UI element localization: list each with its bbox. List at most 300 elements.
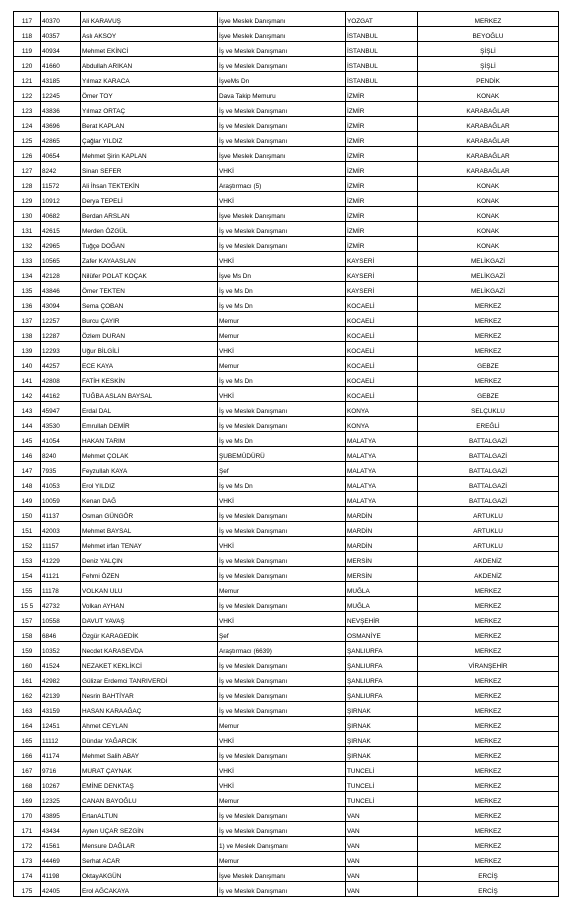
registry-number-cell: 8240 xyxy=(41,447,81,462)
table-row xyxy=(14,387,559,402)
row-number-cell: 159 xyxy=(14,642,41,657)
job-title-cell: VHKİ xyxy=(218,162,346,177)
full-name-cell: Osman GÜNGÖR xyxy=(81,507,218,522)
registry-number-cell: 12293 xyxy=(41,342,81,357)
full-name-cell: Derya TEPELİ xyxy=(81,192,218,207)
district-cell: MERKEZ xyxy=(418,822,559,837)
registry-number-cell: 11112 xyxy=(41,732,81,747)
table-row xyxy=(14,237,559,252)
row-number-cell: 174 xyxy=(14,867,41,882)
district-cell: KONAK xyxy=(418,237,559,252)
registry-number-cell: 10267 xyxy=(41,777,81,792)
row-number-cell: 161 xyxy=(14,672,41,687)
job-title-cell: Memur xyxy=(218,327,346,342)
row-number-cell: 169 xyxy=(14,792,41,807)
full-name-cell: ECE KAYA xyxy=(81,357,218,372)
table-row xyxy=(14,732,559,747)
full-name-cell: Mehmet BAYSAL xyxy=(81,522,218,537)
table-row xyxy=(14,357,559,372)
province-cell: İSTANBUL xyxy=(346,72,418,87)
province-cell: İZMİR xyxy=(346,207,418,222)
job-title-cell: İş ve Meslek Danışmanı xyxy=(218,552,346,567)
district-cell: MERKEZ xyxy=(418,852,559,867)
row-number-cell: 128 xyxy=(14,177,41,192)
full-name-cell: Ömer TEKTEN xyxy=(81,282,218,297)
job-title-cell: İşve Meslek Danışmanı xyxy=(218,147,346,162)
table-row xyxy=(14,537,559,552)
district-cell: MERKEZ xyxy=(418,807,559,822)
registry-number-cell: 43836 xyxy=(41,102,81,117)
table-row xyxy=(14,492,559,507)
table-row xyxy=(14,642,559,657)
table-row xyxy=(14,117,559,132)
district-cell: ARTUKLU xyxy=(418,507,559,522)
full-name-cell: Nilüfer POLAT KOÇAK xyxy=(81,267,218,282)
job-title-cell: Şef xyxy=(218,462,346,477)
district-cell: KONAK xyxy=(418,207,559,222)
province-cell: KAYSERİ xyxy=(346,282,418,297)
district-cell: BATTALGAZİ xyxy=(418,462,559,477)
job-title-cell: İş ve Meslek Danışmanı xyxy=(218,747,346,762)
job-title-cell: VHKİ xyxy=(218,192,346,207)
table-row xyxy=(14,177,559,192)
full-name-cell: VOLKAN ULU xyxy=(81,582,218,597)
full-name-cell: Fehmi ÖZEN xyxy=(81,567,218,582)
personnel-table-body xyxy=(14,12,559,897)
province-cell: KOCAELİ xyxy=(346,297,418,312)
district-cell: MERKEZ xyxy=(418,792,559,807)
district-cell: MELİKGAZİ xyxy=(418,252,559,267)
job-title-cell: İş ve Meslek Danışmanı xyxy=(218,597,346,612)
full-name-cell: Tuğçe DOĞAN xyxy=(81,237,218,252)
registry-number-cell: 12287 xyxy=(41,327,81,342)
district-cell: AKDENİZ xyxy=(418,552,559,567)
table-row xyxy=(14,672,559,687)
table-row xyxy=(14,297,559,312)
full-name-cell: Mehmet Şirin KAPLAN xyxy=(81,147,218,162)
registry-number-cell: 42865 xyxy=(41,132,81,147)
province-cell: MARDİN xyxy=(346,522,418,537)
registry-number-cell: 43185 xyxy=(41,72,81,87)
registry-number-cell: 45947 xyxy=(41,402,81,417)
district-cell: MERKEZ xyxy=(418,297,559,312)
full-name-cell: Ali İhsan TEKTEKİN xyxy=(81,177,218,192)
full-name-cell: Serhat ACAR xyxy=(81,852,218,867)
row-number-cell: 154 xyxy=(14,567,41,582)
table-row xyxy=(14,162,559,177)
registry-number-cell: 42732 xyxy=(41,597,81,612)
job-title-cell: Araştırmacı (6639) xyxy=(218,642,346,657)
job-title-cell: İş ve Meslek Danışmanı xyxy=(218,672,346,687)
province-cell: ŞANLIURFA xyxy=(346,657,418,672)
row-number-cell: 171 xyxy=(14,822,41,837)
full-name-cell: EMİNE DENKTAŞ xyxy=(81,777,218,792)
province-cell: İZMİR xyxy=(346,192,418,207)
full-name-cell: Yılmaz KARACA xyxy=(81,72,218,87)
table-row xyxy=(14,372,559,387)
full-name-cell: Dündar YAĞARCIK xyxy=(81,732,218,747)
province-cell: TUNCELİ xyxy=(346,762,418,777)
job-title-cell: Memur xyxy=(218,852,346,867)
table-row xyxy=(14,312,559,327)
registry-number-cell: 41121 xyxy=(41,567,81,582)
row-number-cell: 118 xyxy=(14,27,41,42)
registry-number-cell: 42128 xyxy=(41,267,81,282)
table-row xyxy=(14,342,559,357)
registry-number-cell: 10565 xyxy=(41,252,81,267)
table-row xyxy=(14,417,559,432)
full-name-cell: Berat KAPLAN xyxy=(81,117,218,132)
registry-number-cell: 9716 xyxy=(41,762,81,777)
province-cell: MARDİN xyxy=(346,537,418,552)
job-title-cell: ŞUBEMÜDÜRÜ xyxy=(218,447,346,462)
row-number-cell: 146 xyxy=(14,447,41,462)
province-cell: MUĞLA xyxy=(346,582,418,597)
full-name-cell: Ahmet CEYLAN xyxy=(81,717,218,732)
registry-number-cell: 42965 xyxy=(41,237,81,252)
district-cell: MERKEZ xyxy=(418,702,559,717)
registry-number-cell: 40934 xyxy=(41,42,81,57)
province-cell: ŞANLIURFA xyxy=(346,642,418,657)
full-name-cell: Burcu ÇAYIR xyxy=(81,312,218,327)
job-title-cell: Memur xyxy=(218,357,346,372)
full-name-cell: Sinan SEFER xyxy=(81,162,218,177)
job-title-cell: İş ve Meslek Danışmanı xyxy=(218,57,346,72)
registry-number-cell: 40654 xyxy=(41,147,81,162)
job-title-cell: İşve Meslek Danışmanı xyxy=(218,867,346,882)
row-number-cell: 134 xyxy=(14,267,41,282)
registry-number-cell: 43159 xyxy=(41,702,81,717)
full-name-cell: ErtanALTUN xyxy=(81,807,218,822)
row-number-cell: 124 xyxy=(14,117,41,132)
full-name-cell: Zafer KAYAASLAN xyxy=(81,252,218,267)
registry-number-cell: 41524 xyxy=(41,657,81,672)
district-cell: MERKEZ xyxy=(418,747,559,762)
registry-number-cell: 41229 xyxy=(41,552,81,567)
district-cell: MERKEZ xyxy=(418,342,559,357)
table-row xyxy=(14,717,559,732)
district-cell: MERKEZ xyxy=(418,582,559,597)
table-row xyxy=(14,687,559,702)
row-number-cell: 173 xyxy=(14,852,41,867)
table-row xyxy=(14,657,559,672)
full-name-cell: Aslı AKSOY xyxy=(81,27,218,42)
personnel-table xyxy=(13,11,559,897)
job-title-cell: VHKİ xyxy=(218,762,346,777)
registry-number-cell: 8242 xyxy=(41,162,81,177)
registry-number-cell: 41660 xyxy=(41,57,81,72)
job-title-cell: İş ve Meslek Danışmanı xyxy=(218,507,346,522)
full-name-cell: Feyzullah KAYA xyxy=(81,462,218,477)
full-name-cell: Deniz YALÇIN xyxy=(81,552,218,567)
full-name-cell: Mehmet Salih ABAY xyxy=(81,747,218,762)
district-cell: MERKEZ xyxy=(418,597,559,612)
registry-number-cell: 10912 xyxy=(41,192,81,207)
table-row xyxy=(14,597,559,612)
district-cell: ERCİŞ xyxy=(418,867,559,882)
province-cell: MALATYA xyxy=(346,432,418,447)
job-title-cell: İş ve Meslek Danışmanı xyxy=(218,882,346,897)
registry-number-cell: 43094 xyxy=(41,297,81,312)
full-name-cell: Mensure DAĞLAR xyxy=(81,837,218,852)
table-row xyxy=(14,192,559,207)
registry-number-cell: 43846 xyxy=(41,282,81,297)
district-cell: BATTALGAZİ xyxy=(418,447,559,462)
registry-number-cell: 6846 xyxy=(41,627,81,642)
table-row xyxy=(14,57,559,72)
table-row xyxy=(14,477,559,492)
row-number-cell: 160 xyxy=(14,657,41,672)
registry-number-cell: 44469 xyxy=(41,852,81,867)
province-cell: MALATYA xyxy=(346,492,418,507)
job-title-cell: İşve Meslek Danışmanı xyxy=(218,207,346,222)
province-cell: NEVŞEHİR xyxy=(346,612,418,627)
district-cell: MERKEZ xyxy=(418,732,559,747)
full-name-cell: Uğur BİLGİLİ xyxy=(81,342,218,357)
row-number-cell: 147 xyxy=(14,462,41,477)
row-number-cell: 170 xyxy=(14,807,41,822)
province-cell: ŞIRNAK xyxy=(346,747,418,762)
province-cell: KOCAELİ xyxy=(346,342,418,357)
full-name-cell: Mehmet EKİNCİ xyxy=(81,42,218,57)
province-cell: ŞIRNAK xyxy=(346,717,418,732)
job-title-cell: VHKİ xyxy=(218,732,346,747)
province-cell: KOCAELİ xyxy=(346,387,418,402)
row-number-cell: 139 xyxy=(14,342,41,357)
district-cell: ŞİŞLİ xyxy=(418,57,559,72)
table-row xyxy=(14,207,559,222)
province-cell: İZMİR xyxy=(346,87,418,102)
district-cell: KONAK xyxy=(418,177,559,192)
province-cell: MERSİN xyxy=(346,567,418,582)
registry-number-cell: 41174 xyxy=(41,747,81,762)
table-row xyxy=(14,507,559,522)
full-name-cell: Erdal DAL xyxy=(81,402,218,417)
province-cell: ŞIRNAK xyxy=(346,732,418,747)
row-number-cell: 172 xyxy=(14,837,41,852)
registry-number-cell: 10558 xyxy=(41,612,81,627)
table-row xyxy=(14,402,559,417)
row-number-cell: 15 5 xyxy=(14,597,41,612)
full-name-cell: CANAN BAYOĞLU xyxy=(81,792,218,807)
job-title-cell: İş ve Ms Dn xyxy=(218,372,346,387)
job-title-cell: İşve Ms Dn xyxy=(218,267,346,282)
full-name-cell: Erol YILDIZ xyxy=(81,477,218,492)
registry-number-cell: 10059 xyxy=(41,492,81,507)
province-cell: ŞIRNAK xyxy=(346,702,418,717)
registry-number-cell: 43895 xyxy=(41,807,81,822)
row-number-cell: 168 xyxy=(14,777,41,792)
full-name-cell: Erol AĞCAKAYA xyxy=(81,882,218,897)
province-cell: KOCAELİ xyxy=(346,357,418,372)
table-row xyxy=(14,777,559,792)
job-title-cell: İş ve Ms Dn xyxy=(218,297,346,312)
table-row xyxy=(14,852,559,867)
table-row xyxy=(14,747,559,762)
job-title-cell: İş ve Meslek Danışmanı xyxy=(218,102,346,117)
table-row xyxy=(14,612,559,627)
registry-number-cell: 40370 xyxy=(41,12,81,27)
district-cell: KARABAĞLAR xyxy=(418,102,559,117)
province-cell: YOZGAT xyxy=(346,12,418,27)
row-number-cell: 131 xyxy=(14,222,41,237)
table-row xyxy=(14,522,559,537)
table-row xyxy=(14,87,559,102)
district-cell: BATTALGAZİ xyxy=(418,492,559,507)
table-row xyxy=(14,462,559,477)
row-number-cell: 152 xyxy=(14,537,41,552)
province-cell: VAN xyxy=(346,852,418,867)
registry-number-cell: 44257 xyxy=(41,357,81,372)
table-row xyxy=(14,867,559,882)
row-number-cell: 142 xyxy=(14,387,41,402)
registry-number-cell: 10352 xyxy=(41,642,81,657)
full-name-cell: Emrullah DEMİR xyxy=(81,417,218,432)
row-number-cell: 149 xyxy=(14,492,41,507)
row-number-cell: 122 xyxy=(14,87,41,102)
district-cell: MERKEZ xyxy=(418,642,559,657)
job-title-cell: İş ve Meslek Danışmanı xyxy=(218,567,346,582)
district-cell: MERKEZ xyxy=(418,777,559,792)
district-cell: MERKEZ xyxy=(418,672,559,687)
district-cell: AKDENİZ xyxy=(418,567,559,582)
table-row xyxy=(14,882,559,897)
table-row xyxy=(14,27,559,42)
district-cell: MERKEZ xyxy=(418,312,559,327)
table-row xyxy=(14,447,559,462)
row-number-cell: 144 xyxy=(14,417,41,432)
row-number-cell: 140 xyxy=(14,357,41,372)
row-number-cell: 138 xyxy=(14,327,41,342)
province-cell: KAYSERİ xyxy=(346,267,418,282)
table-row xyxy=(14,792,559,807)
province-cell: MUĞLA xyxy=(346,597,418,612)
province-cell: VAN xyxy=(346,867,418,882)
district-cell: BATTALGAZİ xyxy=(418,432,559,447)
table-row xyxy=(14,267,559,282)
registry-number-cell: 41053 xyxy=(41,477,81,492)
table-row xyxy=(14,252,559,267)
full-name-cell: Necdet KARASEVDA xyxy=(81,642,218,657)
province-cell: İZMİR xyxy=(346,102,418,117)
province-cell: KAYSERİ xyxy=(346,252,418,267)
province-cell: İZMİR xyxy=(346,222,418,237)
province-cell: İSTANBUL xyxy=(346,57,418,72)
province-cell: MERSİN xyxy=(346,552,418,567)
province-cell: TUNCELİ xyxy=(346,792,418,807)
province-cell: MALATYA xyxy=(346,447,418,462)
job-title-cell: VHKİ xyxy=(218,342,346,357)
district-cell: GEBZE xyxy=(418,357,559,372)
district-cell: MELİKGAZİ xyxy=(418,282,559,297)
registry-number-cell: 42139 xyxy=(41,687,81,702)
full-name-cell: Mehmet irfan TENAY xyxy=(81,537,218,552)
full-name-cell: Ayten UÇAR SEZGİN xyxy=(81,822,218,837)
district-cell: BEYOĞLU xyxy=(418,27,559,42)
registry-number-cell: 43434 xyxy=(41,822,81,837)
job-title-cell: İşveMs Dn xyxy=(218,72,346,87)
full-name-cell: Sema ÇOBAN xyxy=(81,297,218,312)
table-row xyxy=(14,147,559,162)
province-cell: İZMİR xyxy=(346,132,418,147)
job-title-cell: Dava Takip Memuru xyxy=(218,87,346,102)
job-title-cell: VHKİ xyxy=(218,612,346,627)
district-cell: ARTUKLU xyxy=(418,522,559,537)
row-number-cell: 125 xyxy=(14,132,41,147)
job-title-cell: İş ve Ms Dn xyxy=(218,432,346,447)
row-number-cell: 130 xyxy=(14,207,41,222)
full-name-cell: FATİH KESKİN xyxy=(81,372,218,387)
province-cell: MALATYA xyxy=(346,477,418,492)
district-cell: MERKEZ xyxy=(418,762,559,777)
district-cell: BATTALGAZİ xyxy=(418,477,559,492)
row-number-cell: 121 xyxy=(14,72,41,87)
row-number-cell: 119 xyxy=(14,42,41,57)
registry-number-cell: 11157 xyxy=(41,537,81,552)
district-cell: KARABAĞLAR xyxy=(418,147,559,162)
district-cell: KONAK xyxy=(418,222,559,237)
province-cell: İSTANBUL xyxy=(346,42,418,57)
row-number-cell: 155 xyxy=(14,582,41,597)
registry-number-cell: 41137 xyxy=(41,507,81,522)
table-row xyxy=(14,702,559,717)
province-cell: TUNCELİ xyxy=(346,777,418,792)
registry-number-cell: 12451 xyxy=(41,717,81,732)
registry-number-cell: 42405 xyxy=(41,882,81,897)
job-title-cell: VHKİ xyxy=(218,387,346,402)
full-name-cell: OktayAKGÜN xyxy=(81,867,218,882)
row-number-cell: 150 xyxy=(14,507,41,522)
full-name-cell: Volkan AYHAN xyxy=(81,597,218,612)
job-title-cell: İşve Meslek Danışmanı xyxy=(218,12,346,27)
row-number-cell: 133 xyxy=(14,252,41,267)
job-title-cell: İş ve Meslek Danışmanı xyxy=(218,402,346,417)
province-cell: VAN xyxy=(346,807,418,822)
province-cell: VAN xyxy=(346,837,418,852)
province-cell: İZMİR xyxy=(346,147,418,162)
job-title-cell: İş ve Meslek Danışmanı xyxy=(218,222,346,237)
province-cell: İSTANBUL xyxy=(346,27,418,42)
row-number-cell: 127 xyxy=(14,162,41,177)
full-name-cell: Ömer TOY xyxy=(81,87,218,102)
full-name-cell: MURAT ÇAYNAK xyxy=(81,762,218,777)
job-title-cell: İş ve Meslek Danışmanı xyxy=(218,417,346,432)
job-title-cell: İş ve Meslek Danışmanı xyxy=(218,132,346,147)
registry-number-cell: 12245 xyxy=(41,87,81,102)
district-cell: MERKEZ xyxy=(418,612,559,627)
table-row xyxy=(14,552,559,567)
job-title-cell: İş ve Ms Dn xyxy=(218,282,346,297)
job-title-cell: İş ve Meslek Danışmanı xyxy=(218,657,346,672)
full-name-cell: Berdan ARSLAN xyxy=(81,207,218,222)
table-row xyxy=(14,762,559,777)
full-name-cell: TUĞBA ASLAN BAYSAL xyxy=(81,387,218,402)
row-number-cell: 136 xyxy=(14,297,41,312)
table-row xyxy=(14,12,559,27)
district-cell: KARABAĞLAR xyxy=(418,132,559,147)
row-number-cell: 167 xyxy=(14,762,41,777)
row-number-cell: 157 xyxy=(14,612,41,627)
district-cell: MELİKGAZİ xyxy=(418,267,559,282)
province-cell: MALATYA xyxy=(346,462,418,477)
job-title-cell: İş ve Meslek Danışmanı xyxy=(218,522,346,537)
table-row xyxy=(14,807,559,822)
table-row xyxy=(14,282,559,297)
row-number-cell: 132 xyxy=(14,237,41,252)
job-title-cell: İş ve Meslek Danışmanı xyxy=(218,807,346,822)
table-row xyxy=(14,132,559,147)
district-cell: KONAK xyxy=(418,192,559,207)
